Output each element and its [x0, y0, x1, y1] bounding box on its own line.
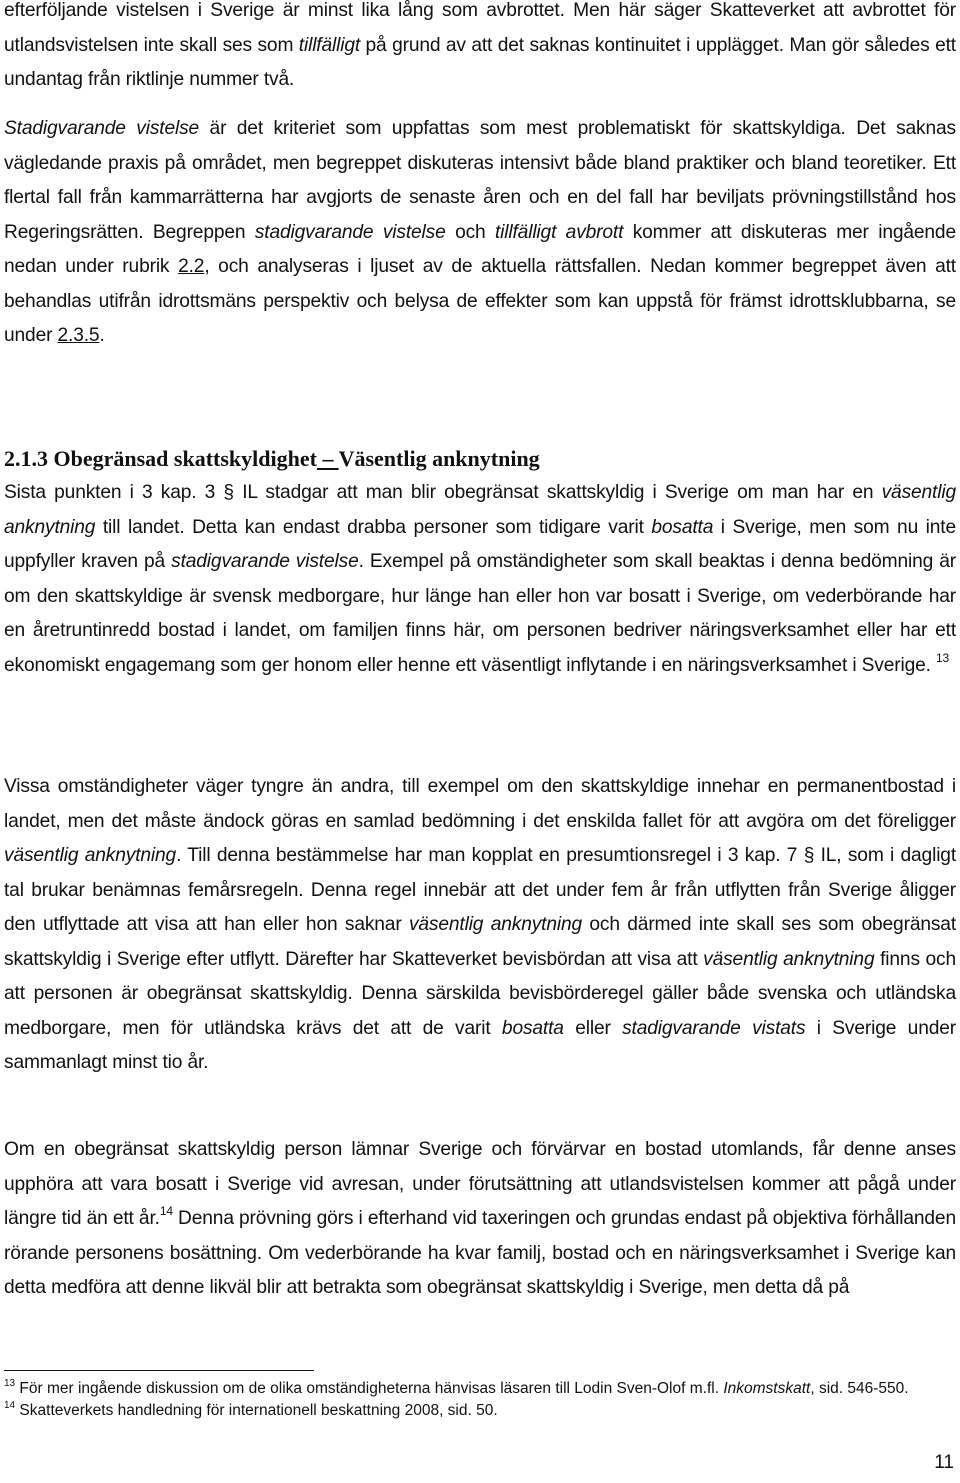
footnote-text: För mer ingående diskussion om de olika omständigheterna hänvisas läsaren till Lodin Sven-Olof m.fl.	[15, 1380, 724, 1397]
footnote-number: 14	[4, 1400, 16, 1411]
heading-text: Obegränsad skattskyldighet	[53, 446, 317, 471]
text-run: . Exempel på omständigheter som skall beaktas i denna bedömning är om den skattskyldige är svensk medborgare, hur länge han eller hon var bosatt i Sverige, om vederbörande har en åretruntinredd bostad i landet, om familjen finns här, om personen bedriver näringsverksamhet eller har ett ekonomiskt engagemang som ger honom eller henne ett väsentligt inflytande i en näringsverksamhet i Sverige.	[4, 551, 956, 676]
text-run: i Sverige under sammanlagt minst tio år.	[4, 1017, 956, 1073]
footnote-text: , sid. 546-550.	[810, 1380, 909, 1397]
italic-term: Stadigvarande vistelse	[4, 118, 200, 139]
paragraph-stadigvarande-vistelse	[4, 112, 956, 354]
text-run: är det kriteriet som uppfattas som mest problematiskt för skattskyldiga. Det saknas vägledande praxis på området, men begreppet diskuteras intensivt både bland praktiker och bland teoretiker. Ett flertal fall från kammarrätterna har avgjorts de senaste åren och en del fall har beviljats prövningstillstånd hos Regeringsrätten. Begreppen	[4, 118, 956, 243]
heading-text: Väsentlig anknytning	[338, 446, 540, 471]
footnote-divider	[4, 1370, 314, 1371]
italic-term: bosatta	[501, 1017, 564, 1039]
footnote-number: 13	[4, 1378, 16, 1389]
footnote-item	[4, 1400, 956, 1422]
footnotes	[4, 1378, 956, 1422]
text-run: finns och att personen är obegränsat skattskyldig. Denna särskilda bevisbörderegel gäller både svenska och utländska medborgare, men för utländska krävs det att de varit	[4, 948, 957, 1039]
text-run: på grund av att det saknas kontinuitet i upplägget. Man gör således ett undantag från riktlinje nummer två.	[4, 34, 956, 90]
text-run: Om en obegränsat skattskyldig person lämnar Sverige och förvärvar en bostad utomlands, får denne anses upphöra att vara bosatt i Sverige vid avresan, under förutsättning att utlandsvistelsen kommer att pågå under längre tid än ett år.	[4, 1139, 956, 1229]
italic-term: väsentlig anknytning	[703, 948, 875, 970]
italic-term: stadigvarande vistelse	[171, 551, 359, 572]
text-run: .	[99, 325, 105, 346]
page-number: 11	[934, 1452, 954, 1473]
text-run: efterföljande vistelsen i Sverige är minst lika lång som avbrottet. Men här säger Skatteverket att avbrottet för utlandsvistelsen inte skall ses som	[4, 0, 956, 56]
text-run: till landet. Detta kan endast drabba personer som tidigare varit	[95, 516, 652, 538]
paragraph-continuation	[4, 0, 956, 98]
heading-separator: –	[316, 446, 339, 471]
paragraph-utlandsvistelse	[4, 1133, 956, 1306]
footnote-item	[4, 1378, 956, 1400]
paragraph-presumtionsregel	[4, 770, 956, 1081]
italic-term: väsentlig anknytning	[4, 845, 177, 866]
section-reference-link[interactable]: 2.3.5	[57, 325, 100, 346]
paragraph-vasentlig-anknytning	[4, 476, 956, 683]
italic-term: stadigvarande vistelse	[254, 221, 446, 243]
italic-term: bosatta	[651, 516, 714, 538]
section-number: 2.1.3	[4, 446, 48, 471]
section-heading	[4, 442, 956, 476]
italic-term: tillfälligt	[298, 34, 361, 56]
text-run: Denna prövning görs i efterhand vid taxeringen och grundas endast på objektiva förhållanden rörande personens bosättning. Om vederbörande ha kvar familj, bostad och en näringsverksamhet i Sverige kan detta medföra att denne likväl blir att betrakta som obegränsat skattskyldig i Sverige, men detta då på	[4, 1208, 956, 1298]
text-run: och	[445, 221, 495, 243]
text-run: i Sverige, men som nu inte uppfyller kraven på	[4, 516, 956, 572]
text-run: kommer att diskuteras mer ingående nedan under rubrik	[4, 221, 956, 277]
text-run: eller	[563, 1017, 623, 1039]
text-run: . Till denna bestämmelse har man kopplat en presumtionsregel i 3 kap. 7 § IL, som i dagligt tal brukar benämnas femårsregeln. Denna regel innebär att det under fem år från utflytten från Sverige åligger den utflyttade att visa att han eller hon saknar	[4, 845, 957, 935]
italic-term: tillfälligt avbrott	[494, 221, 624, 243]
text-run: , och analyseras i ljuset av de aktuella rättsfallen. Nedan kommer begreppet även att behandlas utifrån idrottsmäns perspektiv och belysa de effekter som kan uppstå för främst idrottsklubbarna, se under	[4, 256, 956, 346]
italic-term: stadigvarande vistats	[622, 1017, 806, 1039]
text-run: Vissa omständigheter väger tyngre än andra, till exempel om den skattskyldige innehar en permanentbostad i landet, men det måste ändock göras en samlad bedömning i det enskilda fallet för att avgöra om det föreligger	[4, 776, 956, 832]
footnote-italic-title: Inkomstskatt	[723, 1380, 811, 1397]
italic-term: väsentlig anknytning	[408, 914, 583, 935]
text-run: Sista punkten i 3 kap. 3 § IL stadgar att man blir obegränsat skattskyldig i Sverige om man har en	[4, 482, 882, 503]
footnote-marker[interactable]: 14	[159, 1204, 173, 1218]
italic-term: väsentlig anknytning	[4, 482, 956, 538]
text-run: och därmed inte skall ses som obegränsat skattskyldig i Sverige efter utflytt. Därefter har Skatteverket bevisbördan att visa att	[4, 914, 957, 970]
footnote-text: Skatteverkets handledning för internationell beskattning 2008, sid. 50.	[15, 1402, 498, 1419]
section-reference-link[interactable]: 2.2	[178, 256, 205, 277]
footnote-marker[interactable]: 13	[936, 650, 950, 665]
